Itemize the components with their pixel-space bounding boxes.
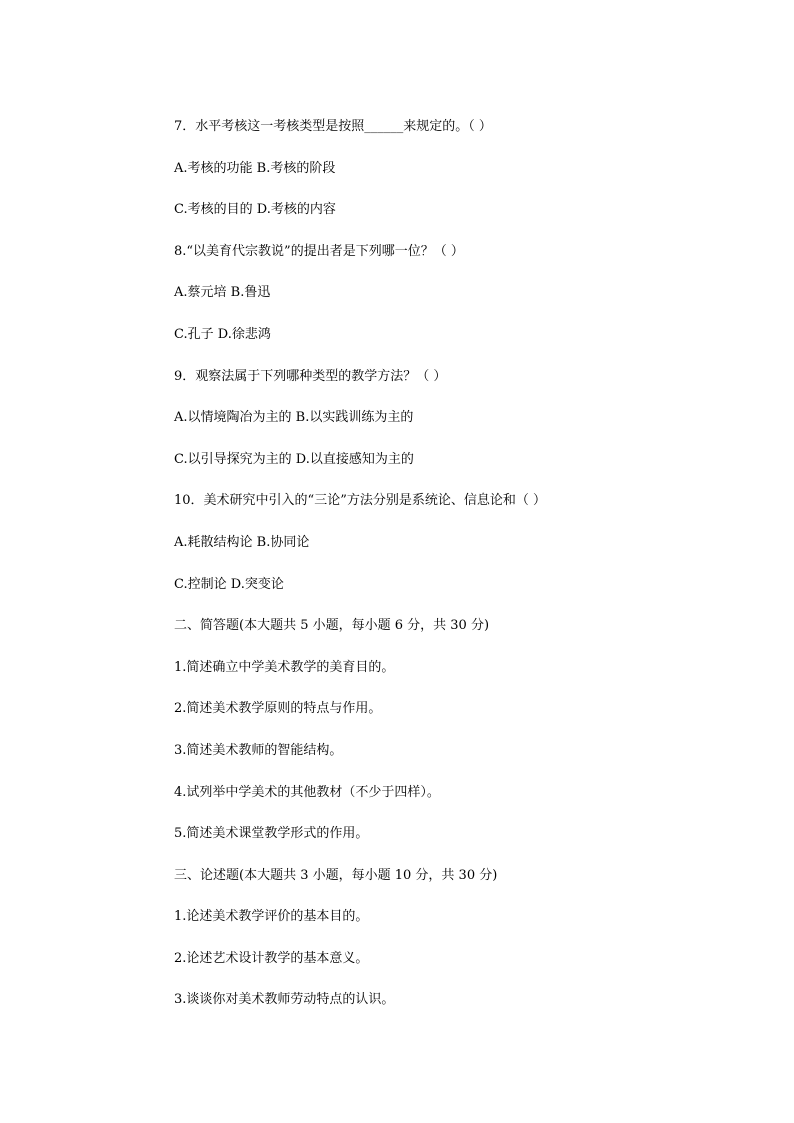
section-two-heading: 二、简答题(本大题共 5 小题，每小题 6 分，共 30 分) [174,618,490,634]
question-9-options-ab: A.以情境陶冶为主的 B.以实践训练为主的 [174,410,414,426]
question-8-options-cd: C.孔子 D.徐悲鸿 [174,326,271,342]
question-10-options-cd: C.控制论 D.突变论 [174,576,284,592]
exam-content [174,116,734,1031]
question-7-stem: 7．水平考核这一考核类型是按照______来规定的。（ ） [174,119,492,134]
essay-item-2: 2.论述艺术设计教学的基本意义。 [174,950,369,966]
question-7-options-cd: C.考核的目的 D.考核的内容 [174,202,336,218]
question-10-stem: 10．美术研究中引入的“三论”方法分别是系统论、信息论和（ ） [174,493,546,509]
short-answer-item-3: 3.简述美术教师的智能结构。 [174,742,343,758]
question-7-options-ab: A.考核的功能 B.考核的阶段 [174,160,336,176]
essay-item-1: 1.论述美术教学评价的基本目的。 [174,909,369,925]
question-8-options-ab: A.蔡元培 B.鲁迅 [174,285,271,301]
short-answer-item-1: 1.简述确立中学美术教学的美育目的。 [174,659,395,675]
question-8-stem: 8.“以美育代宗教说”的提出者是下列哪一位？（ ） [174,243,464,259]
section-three-heading: 三、论述题(本大题共 3 小题，每小题 10 分，共 30 分) [174,867,498,883]
short-answer-item-2: 2.简述美术教学原则的特点与作用。 [174,701,382,717]
question-9-options-cd: C.以引导探究为主的 D.以直接感知为主的 [174,451,414,467]
short-answer-item-5: 5.简述美术课堂教学形式的作用。 [174,826,369,842]
short-answer-item-4: 4.试列举中学美术的其他教材（不少于四样）。 [174,784,440,800]
question-9-stem: 9．观察法属于下列哪种类型的教学方法？（ ） [174,368,447,384]
essay-item-3: 3.谈谈你对美术教师劳动特点的认识。 [174,992,395,1008]
question-10-options-ab: A.耗散结构论 B.协同论 [174,534,310,550]
